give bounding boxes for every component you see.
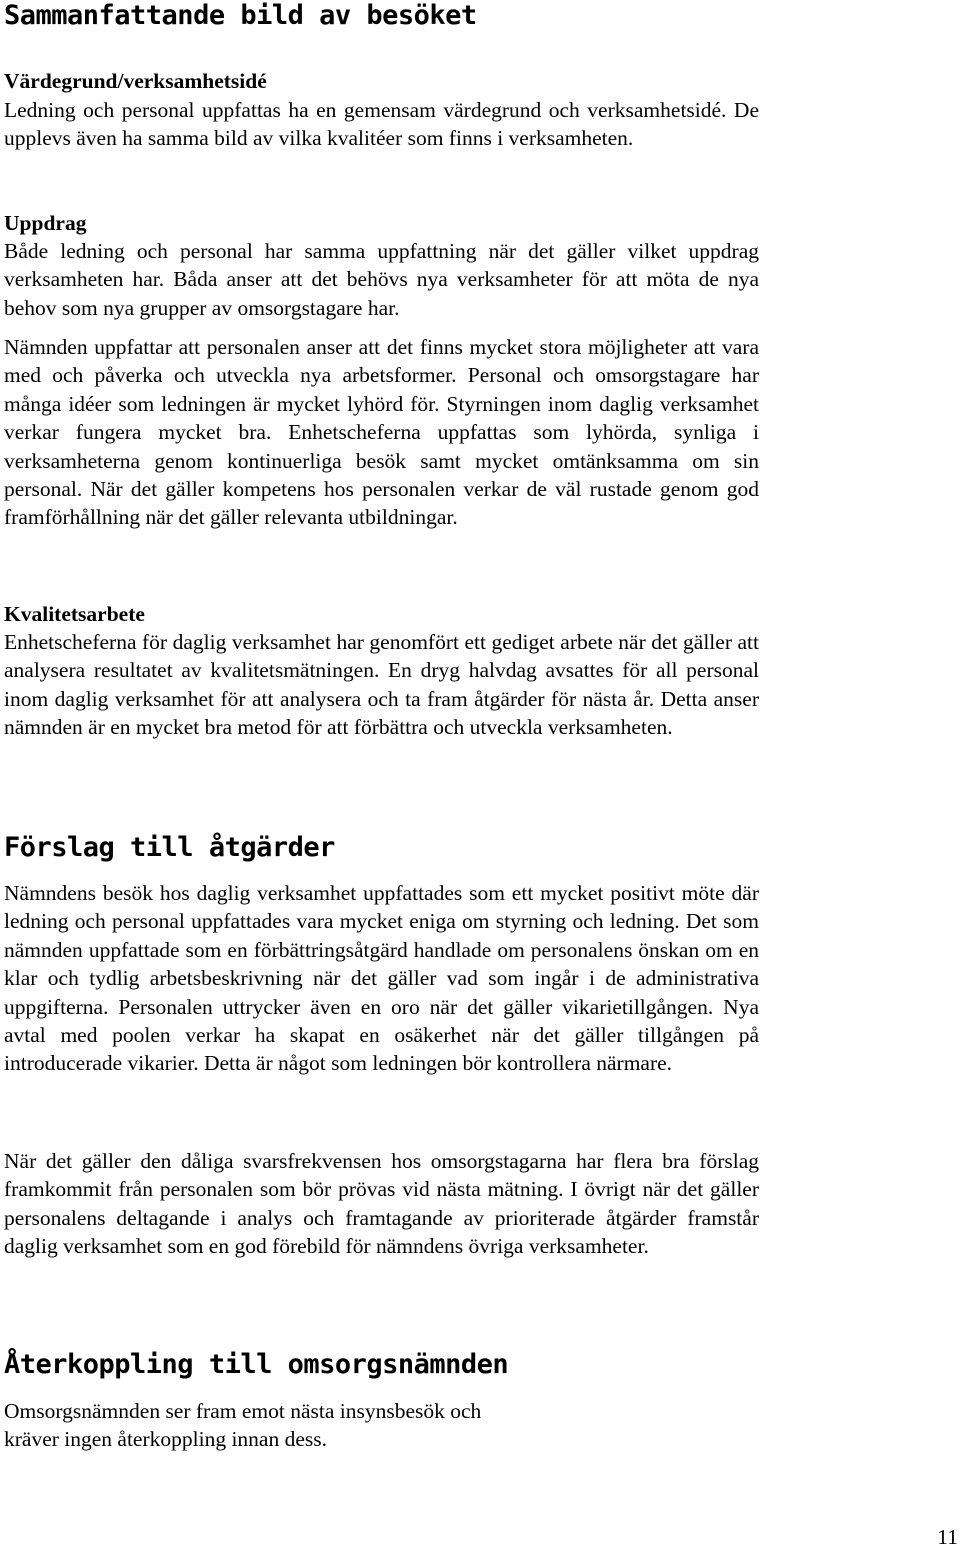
section-title-proposals: Förslag till åtgärder	[4, 832, 335, 863]
heading-assignment: Uppdrag	[4, 211, 87, 235]
heading-values: Värdegrund/verksamhetsidé	[4, 69, 267, 93]
section-title-feedback: Återkoppling till omsorgsnämnden	[4, 1349, 509, 1380]
paragraph-quality: Enhetscheferna för daglig verksamhet har genomfört ett gediget arbete när det gäller att analysera resultatet av kvalitetsmätningen. En dryg halvdag avsattes för all personal inom daglig verksamhet för att analysera och ta fram åtgärder för nästa år. Detta anser nämnden är en mycket bra metod för att förbättra och utveckla verksamheten.	[4, 630, 759, 740]
paragraph-proposals-2: När det gäller den dåliga svarsfrekvensen hos omsorgstagarna har flera bra förslag framkommit från personalen som bör prövas vid nästa mätning. I övrigt när det gäller personalens deltagande i analys och framtagande av prioriterade åtgärder framstår daglig verksamhet som en god förebild för nämndens övriga verksamheter.	[4, 1149, 759, 1259]
heading-quality: Kvalitetsarbete	[4, 602, 145, 626]
paragraph-values: Ledning och personal uppfattas ha en gemensam värdegrund och verksamhetsidé. De upplevs även ha samma bild av vilka kvalitéer som finns i verksamheten.	[4, 98, 759, 151]
paragraph-assignment: Både ledning och personal har samma uppfattning när det gäller vilket uppdrag verksamheten har. Båda anser att det behövs nya verksamheter för att möta de nya behov som nya grupper av omsorgstagare har.	[4, 239, 759, 320]
paragraph-proposals-1: Nämndens besök hos daglig verksamhet uppfattades som ett mycket positivt möte där ledning och personal uppfattades vara mycket eniga om styrning och ledning. Det som nämnden uppfattade som en förbättringsåtgärd handlade om personalens önskan om en klar och tydlig arbetsbeskrivning när det gäller vad som ingår i de administrativa uppgifterna. Personalen uttrycker även en oro när det gäller vikarietillgången. Nya avtal med poolen verkar ha skapat en osäkerhet när det gäller tillgången på introducerade vikarier. Detta är något som ledningen bör kontrollera närmare.	[4, 881, 759, 1076]
paragraph-assignment-2: Nämnden uppfattar att personalen anser att det finns mycket stora möjligheter att vara med och påverka och utveckla nya arbetsformer. Personal och omsorgstagare har många idéer som ledningen är mycket lyhörd för. Styrningen inom daglig verksamhet verkar fungera mycket bra. Enhetscheferna uppfattas som lyhörda, synliga i verksamheterna genom kontinuerliga besök samt mycket omtänksamma om sin personal. När det gäller kompetens hos personalen verkar de väl rustade genom god framförhållning när det gäller relevanta utbildningar.	[4, 335, 759, 530]
paragraph-feedback: Omsorgsnämnden ser fram emot nästa insynsbesök och kräver ingen återkoppling innan dess.	[4, 1399, 482, 1452]
page-number: 11	[937, 1525, 958, 1549]
section-title-summary: Sammanfattande bild av besöket	[4, 0, 477, 31]
